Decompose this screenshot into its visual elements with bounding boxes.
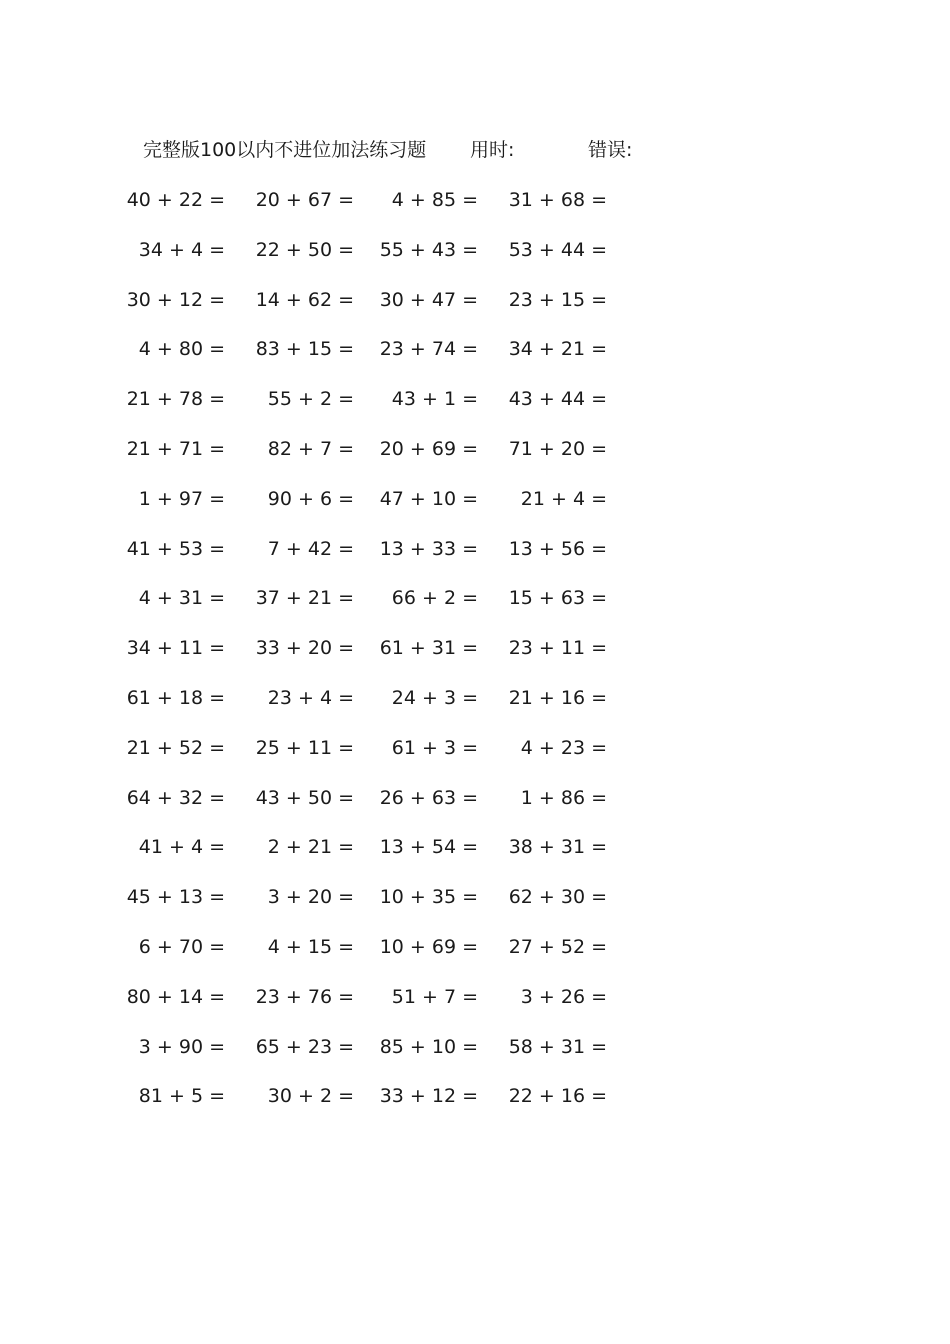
problem: 3 + 20 =	[267, 886, 354, 909]
problem: 24 + 3 =	[391, 686, 478, 709]
problem: 61 + 3 =	[391, 736, 478, 759]
problem: 81 + 5 =	[138, 1085, 225, 1108]
problem: 82 + 7 =	[267, 437, 354, 460]
problem-row	[0, 433, 950, 483]
problem: 21 + 16 =	[508, 686, 607, 709]
problem: 33 + 12 =	[379, 1085, 478, 1108]
problem: 23 + 76 =	[255, 985, 354, 1008]
problem: 47 + 10 =	[379, 487, 478, 510]
problem-row	[0, 582, 950, 632]
problem: 26 + 63 =	[379, 786, 478, 809]
problem-row	[0, 732, 950, 782]
problem: 30 + 2 =	[267, 1085, 354, 1108]
problem-row	[0, 533, 950, 583]
problem-row	[0, 682, 950, 732]
problem: 33 + 20 =	[255, 637, 354, 660]
problem-row	[0, 383, 950, 433]
problem: 20 + 67 =	[255, 189, 354, 211]
problem-row	[0, 483, 950, 533]
problem: 58 + 31 =	[508, 1035, 607, 1058]
problem: 22 + 50 =	[255, 238, 354, 261]
problem: 6 + 70 =	[138, 935, 225, 958]
problem: 34 + 11 =	[126, 637, 225, 660]
problem: 80 + 14 =	[126, 985, 225, 1008]
problem-row	[0, 632, 950, 682]
problem: 2 + 21 =	[267, 836, 354, 859]
problem: 21 + 71 =	[126, 437, 225, 460]
problem: 55 + 43 =	[379, 238, 478, 261]
problem: 4 + 85 =	[391, 189, 478, 211]
problem: 83 + 15 =	[255, 338, 354, 361]
problem-grid	[0, 184, 950, 1130]
problem: 1 + 86 =	[520, 786, 607, 809]
problem: 30 + 12 =	[126, 288, 225, 311]
errors-label: 错误:	[588, 139, 633, 161]
problem: 21 + 78 =	[126, 388, 225, 411]
problem: 4 + 23 =	[520, 736, 607, 759]
problem: 65 + 23 =	[255, 1035, 354, 1058]
problem: 22 + 16 =	[508, 1085, 607, 1108]
problem: 34 + 21 =	[508, 338, 607, 361]
problem-row	[0, 184, 950, 234]
problem: 85 + 10 =	[379, 1035, 478, 1058]
problem-row	[0, 931, 950, 981]
problem: 55 + 2 =	[267, 388, 354, 411]
problem-row	[0, 981, 950, 1031]
problem: 43 + 1 =	[391, 388, 478, 411]
problem: 43 + 50 =	[255, 786, 354, 809]
problem: 23 + 15 =	[508, 288, 607, 311]
problem: 40 + 22 =	[126, 189, 225, 211]
problem: 38 + 31 =	[508, 836, 607, 859]
problem: 51 + 7 =	[391, 985, 478, 1008]
problem: 45 + 13 =	[126, 886, 225, 909]
problem: 4 + 31 =	[138, 587, 225, 610]
problem: 3 + 26 =	[520, 985, 607, 1008]
problem: 61 + 31 =	[379, 637, 478, 660]
problem: 34 + 4 =	[138, 238, 225, 261]
problem-row	[0, 782, 950, 832]
problem: 66 + 2 =	[391, 587, 478, 610]
problem: 13 + 56 =	[508, 537, 607, 560]
problem: 20 + 69 =	[379, 437, 478, 460]
problem: 3 + 90 =	[138, 1035, 225, 1058]
problem: 14 + 62 =	[255, 288, 354, 311]
problem-row	[0, 284, 950, 334]
problem-row	[0, 333, 950, 383]
problem: 71 + 20 =	[508, 437, 607, 460]
problem: 43 + 44 =	[508, 388, 607, 411]
problem-row	[0, 881, 950, 931]
problem: 7 + 42 =	[267, 537, 354, 560]
problem: 4 + 80 =	[138, 338, 225, 361]
problem: 21 + 4 =	[520, 487, 607, 510]
problem: 41 + 53 =	[126, 537, 225, 560]
problem: 62 + 30 =	[508, 886, 607, 909]
problem: 25 + 11 =	[255, 736, 354, 759]
problem: 27 + 52 =	[508, 935, 607, 958]
problem: 10 + 35 =	[379, 886, 478, 909]
problem: 1 + 97 =	[138, 487, 225, 510]
problem: 53 + 44 =	[508, 238, 607, 261]
problem: 23 + 4 =	[267, 686, 354, 709]
problem-row	[0, 1080, 950, 1130]
problem: 15 + 63 =	[508, 587, 607, 610]
problem: 90 + 6 =	[267, 487, 354, 510]
problem: 64 + 32 =	[126, 786, 225, 809]
worksheet-title: 完整版100以内不进位加法练习题	[143, 139, 427, 161]
problem: 30 + 47 =	[379, 288, 478, 311]
worksheet-header	[143, 136, 703, 164]
problem: 31 + 68 =	[508, 189, 607, 211]
problem: 21 + 52 =	[126, 736, 225, 759]
problem: 37 + 21 =	[255, 587, 354, 610]
problem: 4 + 15 =	[267, 935, 354, 958]
problem-row	[0, 1031, 950, 1081]
problem: 13 + 54 =	[379, 836, 478, 859]
problem-row	[0, 831, 950, 881]
problem: 23 + 11 =	[508, 637, 607, 660]
problem: 23 + 74 =	[379, 338, 478, 361]
problem: 10 + 69 =	[379, 935, 478, 958]
problem: 61 + 18 =	[126, 686, 225, 709]
problem: 13 + 33 =	[379, 537, 478, 560]
time-label: 用时:	[470, 139, 515, 161]
problem: 41 + 4 =	[138, 836, 225, 859]
problem-row	[0, 234, 950, 284]
